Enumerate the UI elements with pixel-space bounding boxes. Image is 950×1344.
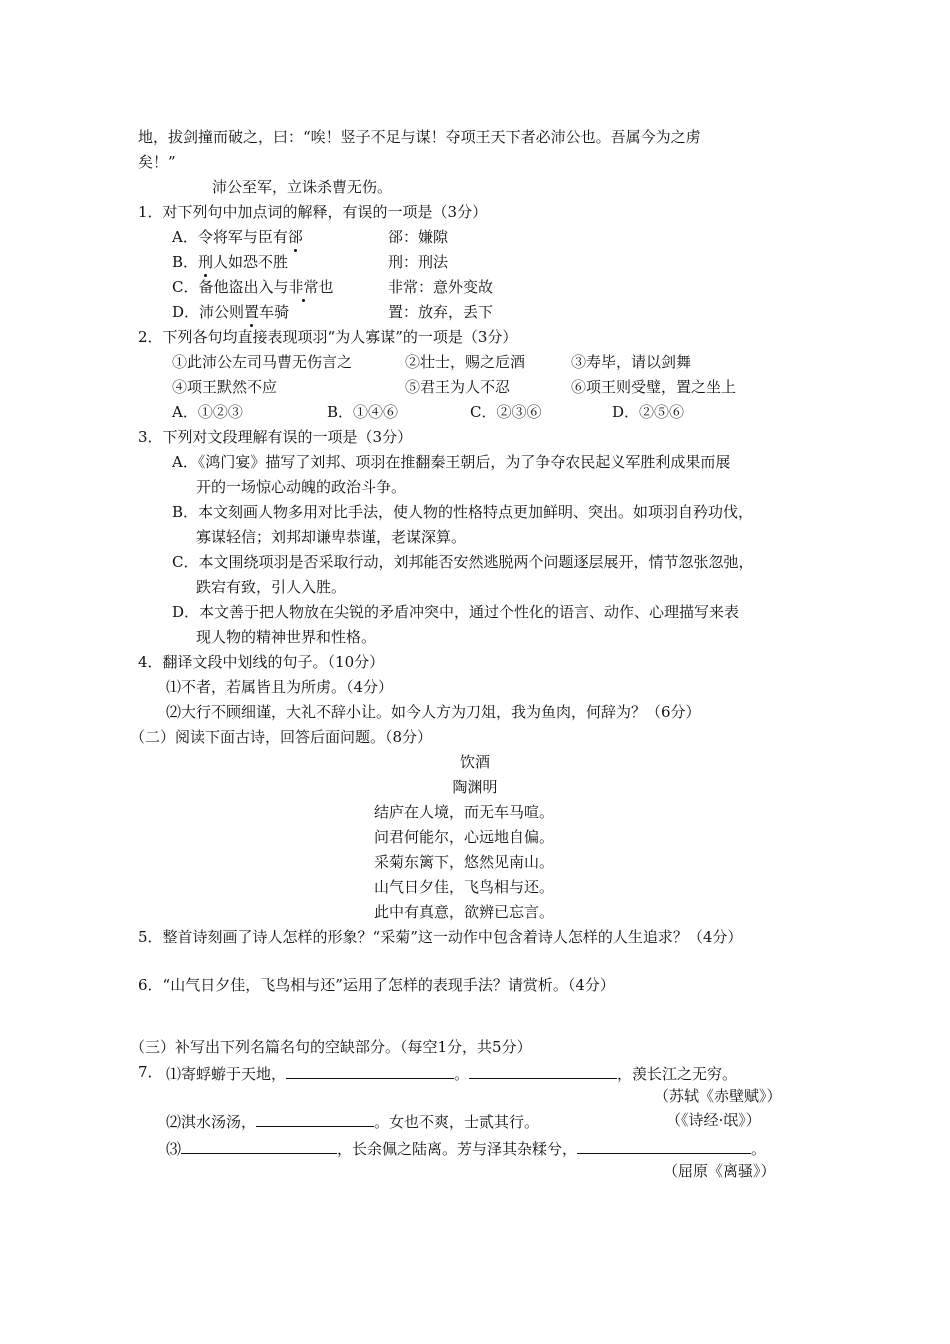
q1-option-c: C．备他盗出入与非常也 bbox=[172, 278, 334, 296]
q7-source-2: （《诗经·氓》） bbox=[666, 1111, 761, 1129]
q1-gloss-a: 郤：嫌隙 bbox=[388, 228, 449, 246]
q3-option-d-line1: D．本文善于把人物放在尖锐的矛盾冲突中，通过个性化的语言、动作、心理描写来表 bbox=[172, 603, 740, 621]
q3-option-b-line1: B．本文刻画人物多用对比手法，使人物的性格特点更加鲜明、突出。如项羽自矜功伐， bbox=[172, 503, 754, 521]
fill-blank-5[interactable] bbox=[577, 1137, 751, 1154]
q3-option-c-line2: 跌宕有致，引人入胜。 bbox=[196, 578, 347, 596]
q4-sentence-1: ⑴不者，若属皆且为所虏。（4分） bbox=[166, 678, 394, 696]
q3-stem: 3．下列对文段理解有误的一项是（3分） bbox=[138, 428, 413, 446]
fill-blank-4[interactable] bbox=[181, 1137, 337, 1154]
q7-source-3: （屈原《离骚》） bbox=[663, 1162, 776, 1180]
q2-choice-a: A．①②③ bbox=[172, 403, 243, 421]
fill-blank-2[interactable] bbox=[469, 1062, 617, 1079]
q3-option-a-line1: A．《鸿门宴》描写了刘邦、项羽在推翻秦王朝后，为了争夺农民起义军胜利成果而展 bbox=[172, 453, 731, 471]
q2-choice-b: B．①④⑥ bbox=[327, 403, 399, 421]
section2-heading: （二）阅读下面古诗，回答后面问题。（8分） bbox=[130, 728, 433, 746]
q7-number: 7． bbox=[138, 1063, 163, 1081]
poem-line-4: 山气日夕佳，飞鸟相与还。 bbox=[374, 878, 555, 896]
passage-line-1: 地，拔剑撞而破之，曰：“唉！竖子不足与谋！夺项王天下者必沛公也。吾属今为之虏 bbox=[138, 128, 701, 146]
q6-stem: 6．“山气日夕佳，飞鸟相与还”运用了怎样的表现手法？请赏析。（4分） bbox=[138, 976, 615, 994]
dotted-word: 刑 bbox=[198, 253, 214, 271]
q1-gloss-d: 置：放弃，丢下 bbox=[388, 303, 494, 321]
poem-line-5: 此中有真意，欲辨已忘言。 bbox=[374, 903, 555, 921]
q1-gloss-c: 非常：意外变故 bbox=[388, 278, 494, 296]
poem-line-2: 问君何能尔，心远地自偏。 bbox=[374, 828, 555, 846]
q7-line-3: ⑶ ，长余佩之陆离。芳与泽其杂糅兮， 。 bbox=[166, 1137, 766, 1159]
fill-blank-3[interactable] bbox=[256, 1110, 374, 1127]
dotted-word: 置 bbox=[244, 303, 260, 321]
passage-line-2: 矣！” bbox=[138, 153, 176, 171]
q1-gloss-b: 刑：刑法 bbox=[388, 253, 449, 271]
q1-option-b: B．刑人如恐不胜 bbox=[172, 253, 289, 271]
poem-line-3: 采菊东篱下，悠然见南山。 bbox=[374, 853, 555, 871]
q2-item-2: ②壮士，赐之卮酒 bbox=[405, 353, 526, 371]
q7-line-1: ⑴寄蜉蝣于天地， 。 ，羡长江之无穷。 bbox=[166, 1062, 737, 1084]
poem-line-1: 结庐在人境，而无车马喧。 bbox=[374, 803, 555, 821]
q2-item-4: ④项王默然不应 bbox=[172, 378, 278, 396]
q7-line-2: ⑵淇水汤汤， 。女也不爽，士贰其行。 bbox=[166, 1110, 539, 1132]
dotted-word: 郤 bbox=[287, 228, 303, 246]
q4-stem: 4．翻译文段中划线的句子。（10分） bbox=[138, 653, 385, 671]
poem-title: 饮酒 bbox=[459, 753, 490, 771]
q3-option-d-line2: 现人物的精神世界和性格。 bbox=[196, 628, 377, 646]
dotted-word: 非常 bbox=[288, 278, 319, 296]
q2-item-3: ③寿毕，请以剑舞 bbox=[571, 353, 692, 371]
poem-author: 陶渊明 bbox=[452, 778, 498, 796]
passage-line-3: 沛公至军，立诛杀曹无伤。 bbox=[212, 178, 393, 196]
section3-heading: （三）补写出下列名篇名句的空缺部分。（每空1分，共5分） bbox=[130, 1038, 532, 1056]
q4-sentence-2: ⑵大行不顾细谨，大礼不辞小让。如今人方为刀俎，我为鱼肉，何辞为？（6分） bbox=[166, 703, 701, 721]
q3-option-c-line1: C．本文围绕项羽是否采取行动，刘邦能否安然逃脱两个问题逐层展开，情节忽张忽弛， bbox=[172, 553, 754, 571]
q2-stem: 2．下列各句均直接表现项羽“为人寡谋”的一项是（3分） bbox=[138, 328, 518, 346]
q1-option-d: D．沛公则置车骑 bbox=[172, 303, 290, 321]
fill-blank-1[interactable] bbox=[286, 1062, 454, 1079]
q3-option-b-line2: 寡谋轻信；刘邦却谦卑恭谨，老谋深算。 bbox=[196, 528, 467, 546]
q1-stem: 1．对下列句中加点词的解释，有误的一项是（3分） bbox=[138, 203, 488, 221]
q2-item-5: ⑤君王为人不忍 bbox=[405, 378, 511, 396]
q7-source-1: （苏轼《赤壁赋》） bbox=[654, 1087, 782, 1105]
q5-stem: 5．整首诗刻画了诗人怎样的形象？“采菊”这一动作中包含着诗人怎样的人生追求？（4分） bbox=[138, 928, 743, 946]
q2-choice-c: C．②③⑥ bbox=[470, 403, 542, 421]
q2-choice-d: D．②⑤⑥ bbox=[612, 403, 685, 421]
q2-item-1: ①此沛公左司马曹无伤言之 bbox=[172, 353, 353, 371]
q2-item-6: ⑥项王则受璧，置之坐上 bbox=[571, 378, 737, 396]
q1-option-a: A．令将军与臣有郤 bbox=[172, 228, 303, 246]
q3-option-a-line2: 开的一场惊心动魄的政治斗争。 bbox=[196, 478, 407, 496]
